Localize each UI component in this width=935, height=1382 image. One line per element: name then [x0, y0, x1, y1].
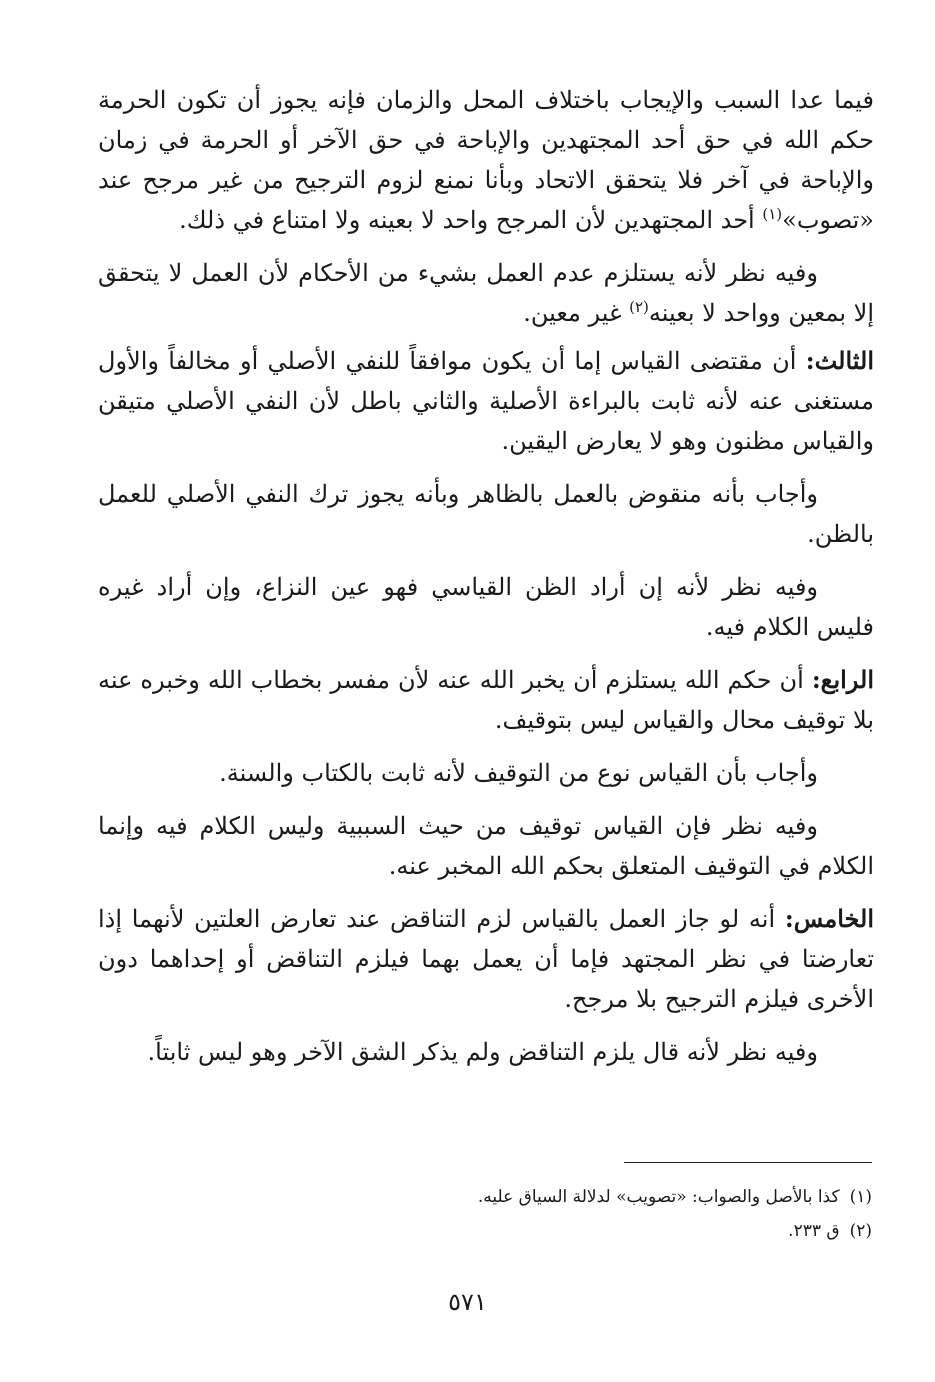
footnote-text: ق ٢٣٣.: [788, 1221, 840, 1241]
footnote-divider: [624, 1162, 872, 1163]
paragraph-4: [98, 474, 874, 554]
paragraph-text-tail: غير معين.: [523, 299, 630, 327]
main-text: [98, 80, 874, 1085]
paragraph-6: [98, 660, 874, 740]
footnote-number: (٢): [849, 1221, 872, 1241]
paragraph-text: وفيه نظر لأنه إن أراد الظن القياسي فهو عين النزاع، وإن أراد غيره فليس الكلام فيه.: [98, 573, 874, 641]
section-heading-fifth: الخامس:: [784, 904, 874, 933]
paragraph-text: أن حكم الله يستلزم أن يخبر الله عنه لأن مفسر بخطاب الله وخبره عنه بلا توقيف محال والقياس ليس بتوقيف.: [98, 666, 874, 734]
paragraph-text: أن مقتضى القياس إما أن يكون موافقاً للنفي الأصلي أو مخالفاً والأول مستغنى عنه لأنه ثابت بالبراءة الأصلية والثاني باطل لأن النفي الأصلي متيقن والقياس مظنون وهو لا يعارض اليقين.: [98, 347, 874, 455]
paragraph-text: وفيه نظر لأنه يستلزم عدم العمل بشيء من الأحكام لأن العمل لا يتحقق إلا بمعين وواحد لا بعينه: [98, 259, 874, 327]
page-number: ٥٧١: [448, 1288, 487, 1316]
paragraph-text: وأجاب بأن القياس نوع من التوقيف لأنه ثابت بالكتاب والسنة.: [219, 759, 818, 787]
paragraph-2: [98, 253, 874, 333]
paragraph-text: أنه لو جاز العمل بالقياس لزم التناقض عند تعارض العلتين لأنهما إذا تعارضتا في نظر المجتهد فإما أن يعمل بهما فيلزم التناقض أو إحداهما دون الأخرى فيلزم الترجيح بلا مرجح.: [98, 905, 874, 1013]
paragraph-text: وفيه نظر فإن القياس توقيف من حيث السببية وليس الكلام فيه وإنما الكلام في التوقيف المتعلق بحكم الله المخبر عنه.: [98, 812, 874, 880]
paragraph-3: [98, 341, 874, 461]
paragraph-1: [98, 80, 874, 240]
paragraph-7: [98, 753, 874, 793]
paragraph-5: [98, 567, 874, 647]
paragraph-text: وفيه نظر لأنه قال يلزم التناقض ولم يذكر الشق الآخر وهو ليس ثابتاً.: [147, 1038, 818, 1066]
footnote-1: [96, 1180, 872, 1214]
footnote-ref-2[interactable]: (٢): [629, 298, 649, 316]
paragraph-8: [98, 806, 874, 886]
footnote-text: كذا بالأصل والصواب: «تصويب» لدلالة السياق عليه.: [477, 1187, 840, 1207]
section-heading-fourth: الرابع:: [811, 665, 875, 694]
paragraph-text: فيما عدا السبب والإيجاب باختلاف المحل والزمان فإنه يجوز أن تكون الحرمة حكم الله في حق أحد المجتهدين والإباحة في حق الآخر أو الحرمة في زمان والإباحة في آخر فلا يتحقق الاتحاد وبأنا نمنع لزوم الترجيح من غير مرجح عند «تصوب»: [98, 86, 874, 234]
section-heading-third: الثالث:: [805, 346, 874, 375]
footnotes: [96, 1180, 872, 1248]
footnote-ref-1[interactable]: (١): [762, 205, 783, 223]
paragraph-9: [98, 899, 874, 1019]
paragraph-text: وأجاب بأنه منقوض بالعمل بالظاهر وبأنه يجوز ترك النفي الأصلي للعمل بالظن.: [98, 480, 874, 548]
footnote-2: [96, 1214, 872, 1248]
footnote-number: (١): [849, 1187, 872, 1207]
paragraph-text-tail: أحد المجتهدين لأن المرجح واحد لا بعينه ولا امتناع في ذلك.: [179, 206, 763, 234]
paragraph-10: [98, 1032, 874, 1072]
